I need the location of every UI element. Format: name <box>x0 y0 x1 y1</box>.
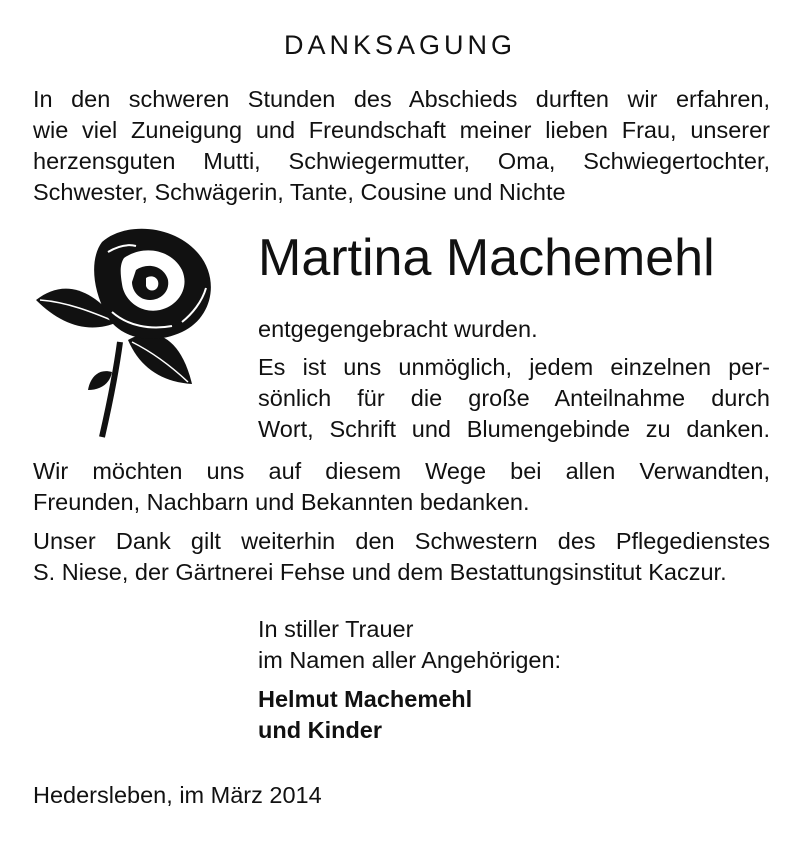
right-line: sönlich für die große Anteilnahme durch <box>258 385 770 411</box>
further-thanks-line: Unser Dank gilt weiterhin den Schwestern des Pflegedienstes <box>33 528 770 554</box>
intro-line: Schwester, Schwägerin, Tante, Cousine und Nichte <box>33 179 566 205</box>
intro-line: herzensguten Mutti, Schwiegermutter, Oma, Schwiegertochter, <box>33 148 770 174</box>
signatories-block <box>258 684 770 746</box>
intro-line: wie viel Zuneigung und Freundschaft meiner lieben Frau, unserer <box>33 117 770 143</box>
rose-icon <box>32 222 222 440</box>
mourning-block <box>258 614 770 676</box>
further-thanks-paragraph <box>33 526 770 588</box>
deceased-name: Martina Machemehl <box>258 229 715 287</box>
right-line: Wort, Schrift und Blumengebinde zu danken. <box>258 416 770 442</box>
signatory: und Kinder <box>258 717 383 743</box>
intro-line: In den schweren Stunden des Abschieds durften wir erfahren, <box>33 86 770 112</box>
mourning-line: In stiller Trauer <box>258 616 414 642</box>
mourning-line: im Namen aller Angehörigen: <box>258 647 562 673</box>
right-line: entgegengebracht wurden. <box>258 316 538 342</box>
thanks-paragraph <box>33 456 770 518</box>
heading: DANKSAGUNG <box>283 30 517 60</box>
thanks-line: Wir möchten uns auf diesem Wege bei allen Verwandten, <box>33 458 770 484</box>
place-date: Hedersleben, im März 2014 <box>33 782 322 808</box>
further-thanks-line: S. Niese, der Gärtnerei Fehse und dem Bestattungsinstitut Kaczur. <box>33 559 727 585</box>
thanks-line: Freunden, Nachbarn und Bekannten bedanken. <box>33 489 530 515</box>
right-paragraph <box>258 314 770 445</box>
signatory: Helmut Machemehl <box>258 686 473 712</box>
intro-paragraph <box>33 84 770 208</box>
right-line: Es ist uns unmöglich, jedem einzelnen per- <box>258 354 770 380</box>
